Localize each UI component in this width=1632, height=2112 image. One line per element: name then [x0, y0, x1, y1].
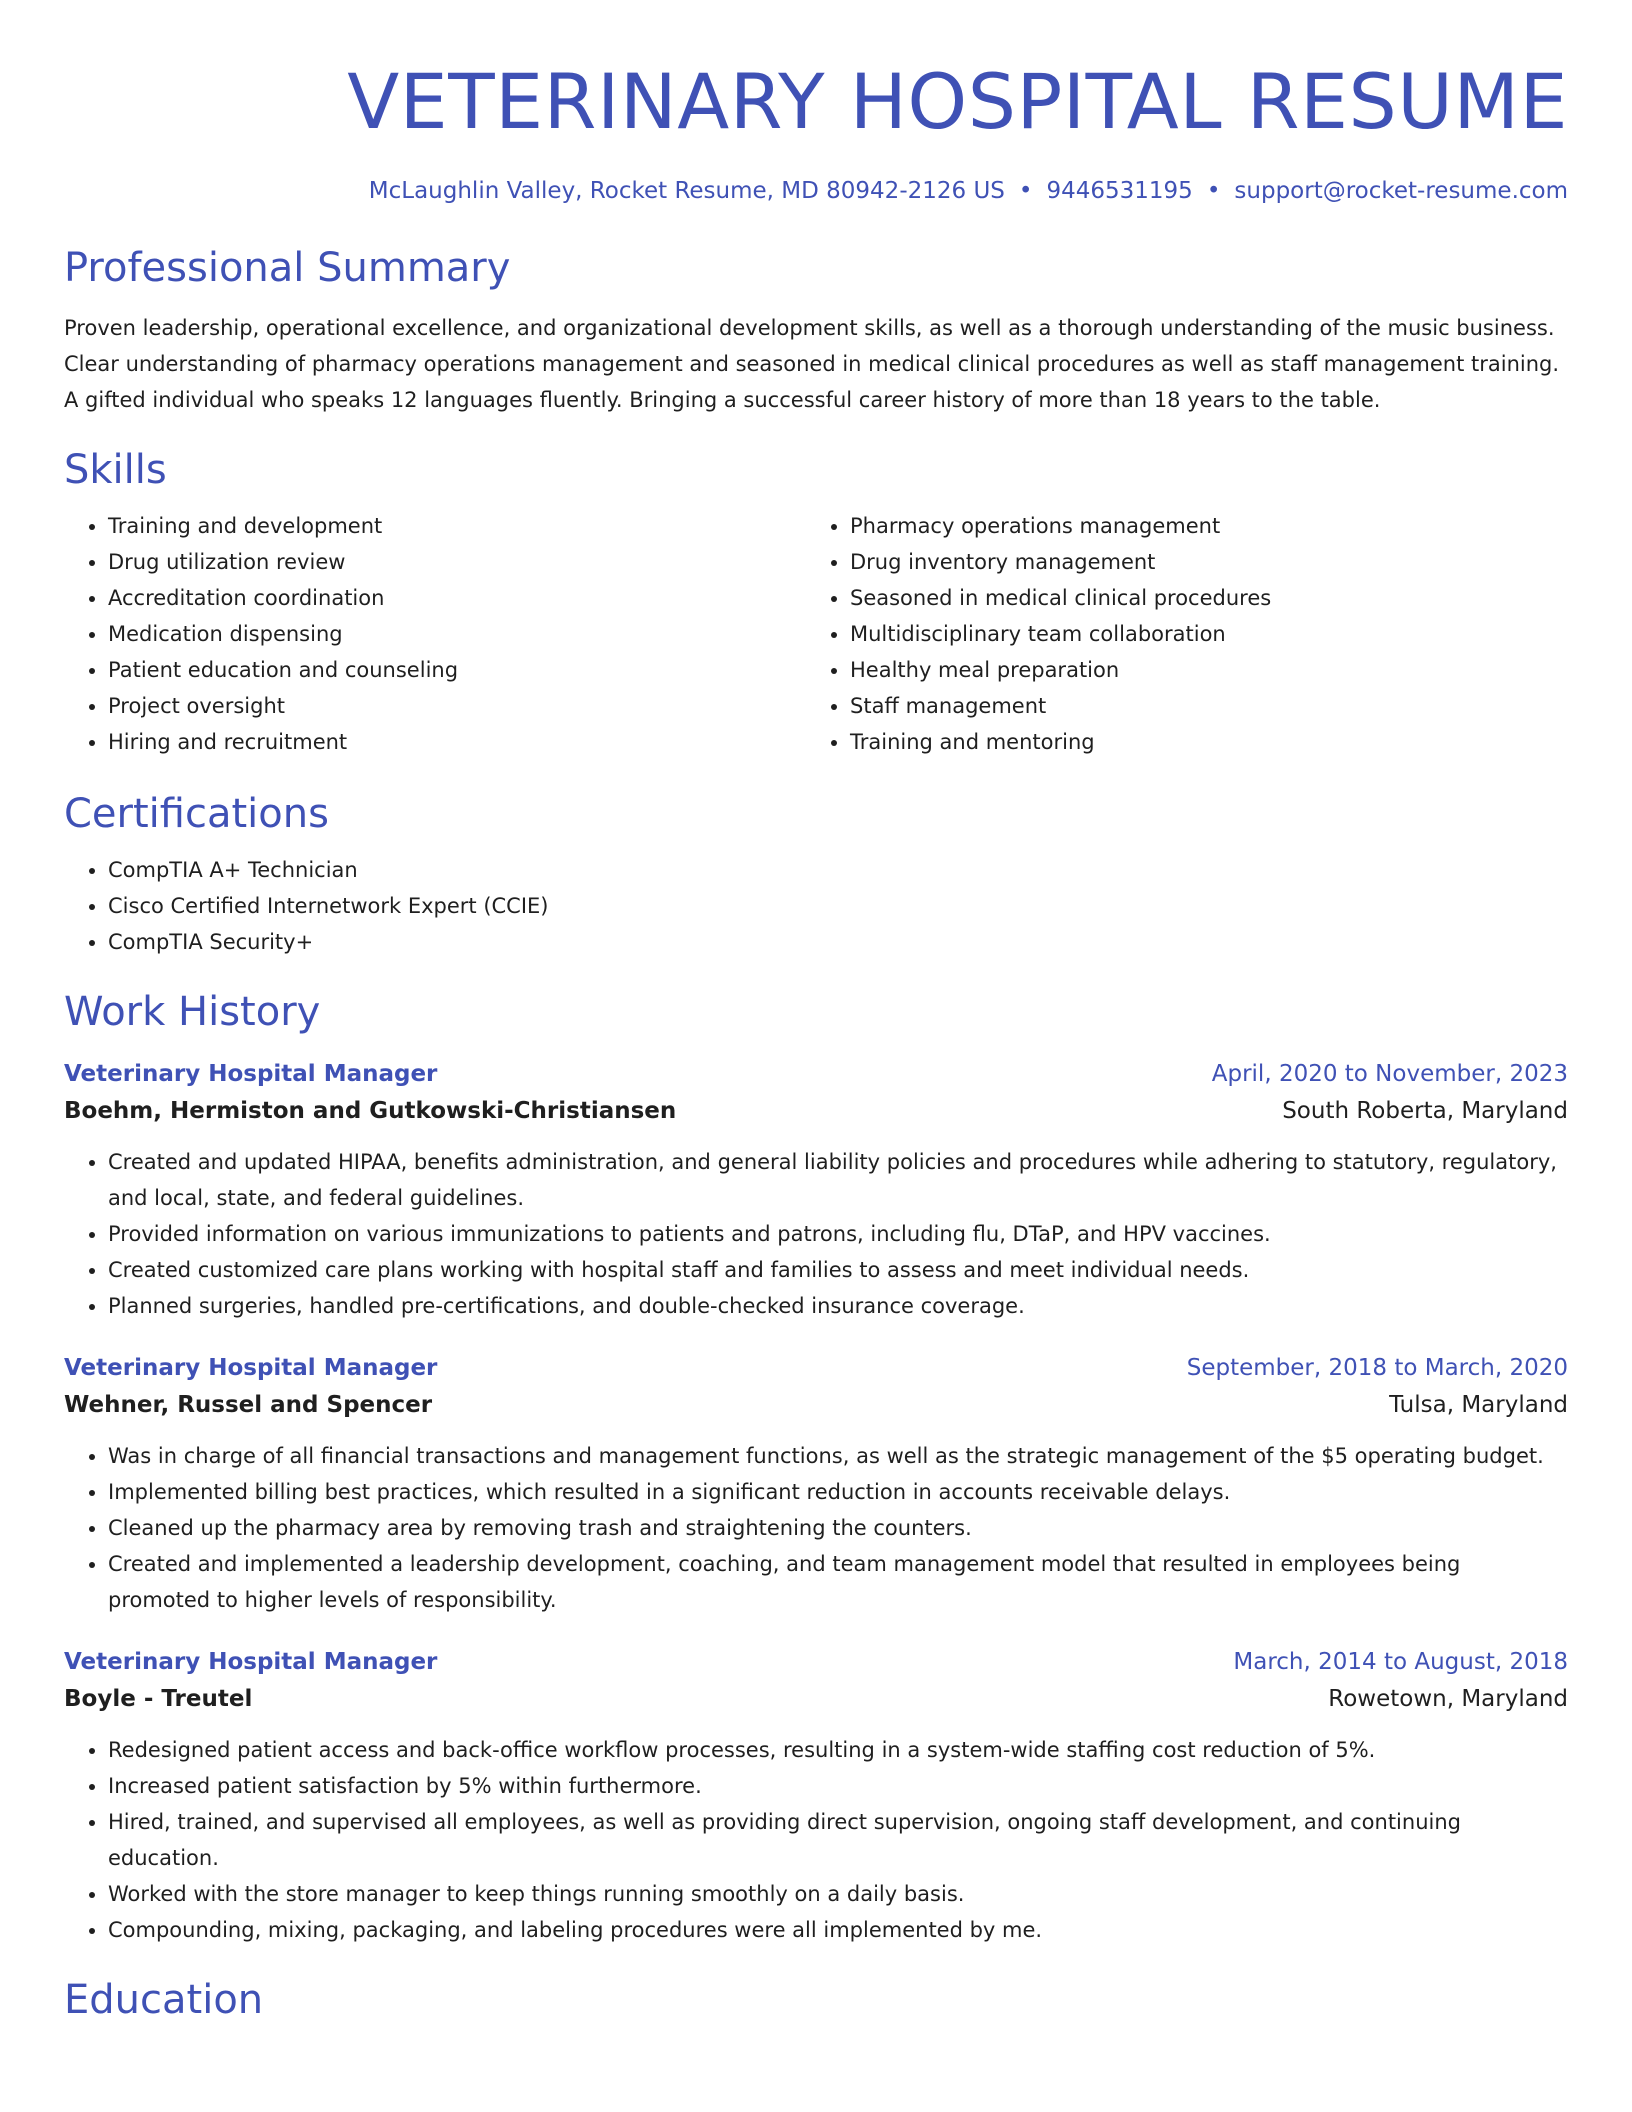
certifications-list	[64, 852, 1568, 960]
job-duty: • Created and implemented a leadership development, coaching, and team management model that resulted in employees being promoted to higher levels of responsibility.	[108, 1546, 1568, 1618]
job-location: South Roberta, Maryland	[1282, 1098, 1568, 1124]
summary-section	[64, 242, 1568, 418]
job-dates: March, 2014 to August, 2018	[1233, 1649, 1568, 1675]
skills-list-left	[64, 508, 806, 760]
skills-heading: Skills	[64, 447, 167, 493]
job-duty: • Cleaned up the pharmacy area by removing trash and straightening the counters.	[108, 1510, 1568, 1546]
job-entry	[64, 1056, 1568, 1324]
skill-item: • Training and mentoring	[850, 724, 1548, 760]
skills-list-right	[806, 508, 1548, 760]
job-duty: • Provided information on various immunizations to patients and patrons, including flu, DTaP, and HPV vaccines.	[108, 1216, 1568, 1252]
job-dates: September, 2018 to March, 2020	[1186, 1355, 1568, 1381]
job-title: Veterinary Hospital Manager	[64, 1355, 438, 1381]
skill-item: • Multidisciplinary team collaboration	[850, 616, 1548, 652]
job-duty: • Created customized care plans working with hospital staff and families to assess and meet individual needs.	[108, 1252, 1568, 1288]
certification-item: • CompTIA Security+	[108, 924, 1568, 960]
skill-item: • Healthy meal preparation	[850, 652, 1548, 688]
job-duty: • Worked with the store manager to keep things running smoothly on a daily basis.	[108, 1876, 1568, 1912]
job-company: Wehner, Russel and Spencer	[64, 1392, 433, 1418]
skills-column-right	[806, 508, 1548, 760]
education-heading: Education	[64, 1977, 264, 2023]
job-duties-list	[64, 1144, 1568, 1324]
contact-phone: 9446531195	[1046, 178, 1193, 204]
job-header-row	[64, 1644, 1568, 1680]
work-history-heading: Work History	[64, 989, 321, 1035]
certification-item: • CompTIA A+ Technician	[108, 852, 1568, 888]
skill-item: • Hiring and recruitment	[108, 724, 806, 760]
job-dates: April, 2020 to November, 2023	[1211, 1061, 1568, 1087]
certification-item: • Cisco Certified Internetwork Expert (CCIE)	[108, 888, 1568, 924]
job-company: Boehm, Hermiston and Gutkowski-Christiansen	[64, 1098, 677, 1124]
job-duty: • Implemented billing best practices, which resulted in a significant reduction in accounts receivable delays.	[108, 1474, 1568, 1510]
job-duty: • Compounding, mixing, packaging, and labeling procedures were all implemented by me.	[108, 1912, 1568, 1948]
job-company-row	[64, 1092, 1568, 1130]
job-title: Veterinary Hospital Manager	[64, 1061, 438, 1087]
work-history-section	[64, 986, 1568, 1948]
skills-column-left	[64, 508, 806, 760]
job-company-row	[64, 1680, 1568, 1718]
job-duty: • Redesigned patient access and back-office workflow processes, resulting in a system-wide staffing cost reduction of 5%.	[108, 1732, 1568, 1768]
skill-item: • Project oversight	[108, 688, 806, 724]
job-duty: • Was in charge of all financial transactions and management functions, as well as the strategic management of the $5 operating budget.	[108, 1438, 1568, 1474]
job-header-row	[64, 1350, 1568, 1386]
skill-item: • Training and development	[108, 508, 806, 544]
certifications-heading: Certifications	[64, 791, 329, 837]
job-location: Tulsa, Maryland	[1389, 1392, 1568, 1418]
skills-section	[64, 444, 1568, 760]
skill-item: • Patient education and counseling	[108, 652, 806, 688]
skill-item: • Seasoned in medical clinical procedures	[850, 580, 1548, 616]
skill-item: • Pharmacy operations management	[850, 508, 1548, 544]
job-duties-list	[64, 1438, 1568, 1618]
contact-separator: •	[1206, 178, 1221, 204]
skill-item: • Drug utilization review	[108, 544, 806, 580]
contact-email: support@rocket-resume.com	[1234, 178, 1568, 204]
skill-item: • Accreditation coordination	[108, 580, 806, 616]
job-entry	[64, 1350, 1568, 1618]
certifications-section	[64, 788, 1568, 960]
skill-item: • Medication dispensing	[108, 616, 806, 652]
contact-separator: •	[1018, 178, 1033, 204]
job-header-row	[64, 1056, 1568, 1092]
job-duty: • Hired, trained, and supervised all employees, as well as providing direct supervision, ongoing staff development, and continuing education.	[108, 1804, 1568, 1876]
job-company: Boyle - Treutel	[64, 1686, 253, 1712]
summary-text: Proven leadership, operational excellence, and organizational development skills, as well as a thorough understanding of the music business. Clear understanding of pharmacy operations management and seasoned in medical clinical procedures as well as staff management training. A gifted individual who speaks 12 languages fluently. Bringing a successful career history of more than 18 years to the table.	[64, 316, 1560, 412]
contact-line	[64, 176, 1568, 206]
job-duties-list	[64, 1732, 1568, 1948]
skill-item: • Drug inventory management	[850, 544, 1548, 580]
job-duty: • Planned surgeries, handled pre-certifications, and double-checked insurance coverage.	[108, 1288, 1568, 1324]
skills-grid	[64, 508, 1568, 760]
job-title: Veterinary Hospital Manager	[64, 1649, 438, 1675]
resume-title: VETERINARY HOSPITAL RESUME	[347, 57, 1568, 146]
contact-address: McLaughlin Valley, Rocket Resume, MD 80942-2126 US	[368, 178, 1005, 204]
job-duty: • Increased patient satisfaction by 5% within furthermore.	[108, 1768, 1568, 1804]
job-location: Rowetown, Maryland	[1328, 1686, 1568, 1712]
job-company-row	[64, 1386, 1568, 1424]
job-duty: • Created and updated HIPAA, benefits administration, and general liability policies and procedures while adhering to statutory, regulatory, and local, state, and federal guidelines.	[108, 1144, 1568, 1216]
summary-heading: Professional Summary	[64, 245, 511, 291]
skill-item: • Staff management	[850, 688, 1548, 724]
job-entry	[64, 1644, 1568, 1948]
education-section	[64, 1974, 1568, 2026]
